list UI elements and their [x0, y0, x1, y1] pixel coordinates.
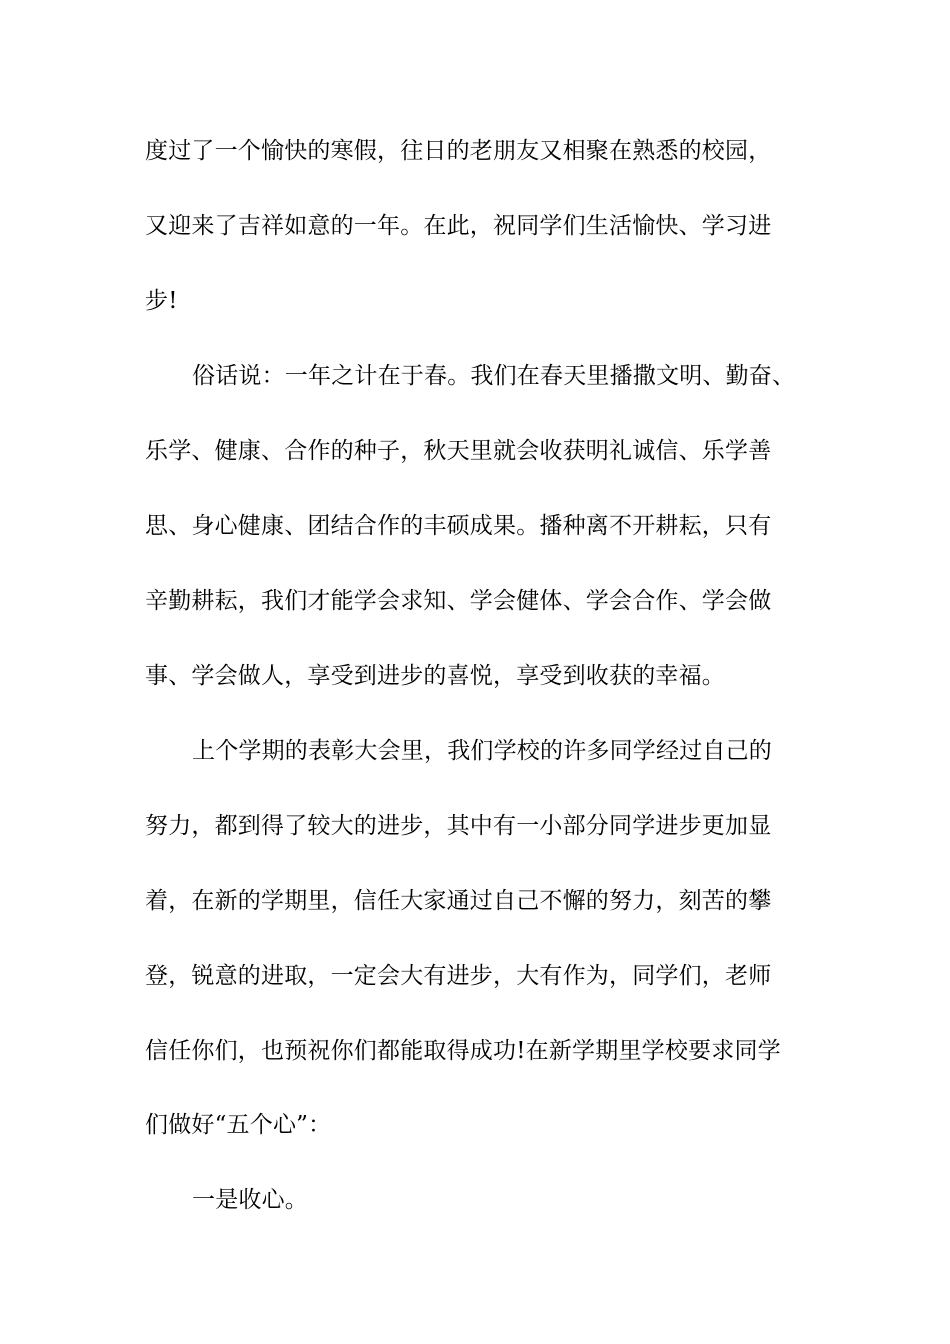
text-line: 步! [145, 288, 178, 314]
text-line: 辛勤耕耘，我们才能学会求知、学会健体、学会合作、学会做 [145, 588, 772, 614]
text-line: 事、学会做人，享受到进步的喜悦，享受到收获的幸福。 [145, 663, 725, 689]
text-line: 乐学、健康、合作的种子，秋天里就会收获明礼诚信、乐学善 [145, 438, 772, 464]
text-line: 登，锐意的进取，一定会大有进步，大有作为，同学们，老师 [145, 963, 772, 989]
text-line: 着，在新的学期里，信任大家通过自己不懈的努力，刻苦的攀 [145, 888, 772, 914]
paragraph-start-line: 俗话说：一年之计在于春。我们在春天里播撒文明、勤奋、 [192, 363, 796, 389]
paragraph-start-line: 一是收心。 [192, 1187, 308, 1213]
text-line: 信任你们，也预祝你们都能取得成功!在新学期里学校要求同学 [145, 1038, 781, 1064]
paragraph-start-line: 上个学期的表彰大会里，我们学校的许多同学经过自己的 [192, 738, 772, 764]
text-line: 们做好“五个心”： [145, 1112, 332, 1138]
text-line: 思、身心健康、团结合作的丰硕成果。播种离不开耕耘，只有 [145, 513, 772, 539]
text-line: 努力，都到得了较大的进步，其中有一小部分同学进步更加显 [145, 813, 772, 839]
text-line: 度过了一个愉快的寒假，往日的老朋友又相聚在熟悉的校园， [145, 138, 772, 164]
text-line: 又迎来了吉祥如意的一年。在此，祝同学们生活愉快、学习进 [145, 213, 772, 239]
